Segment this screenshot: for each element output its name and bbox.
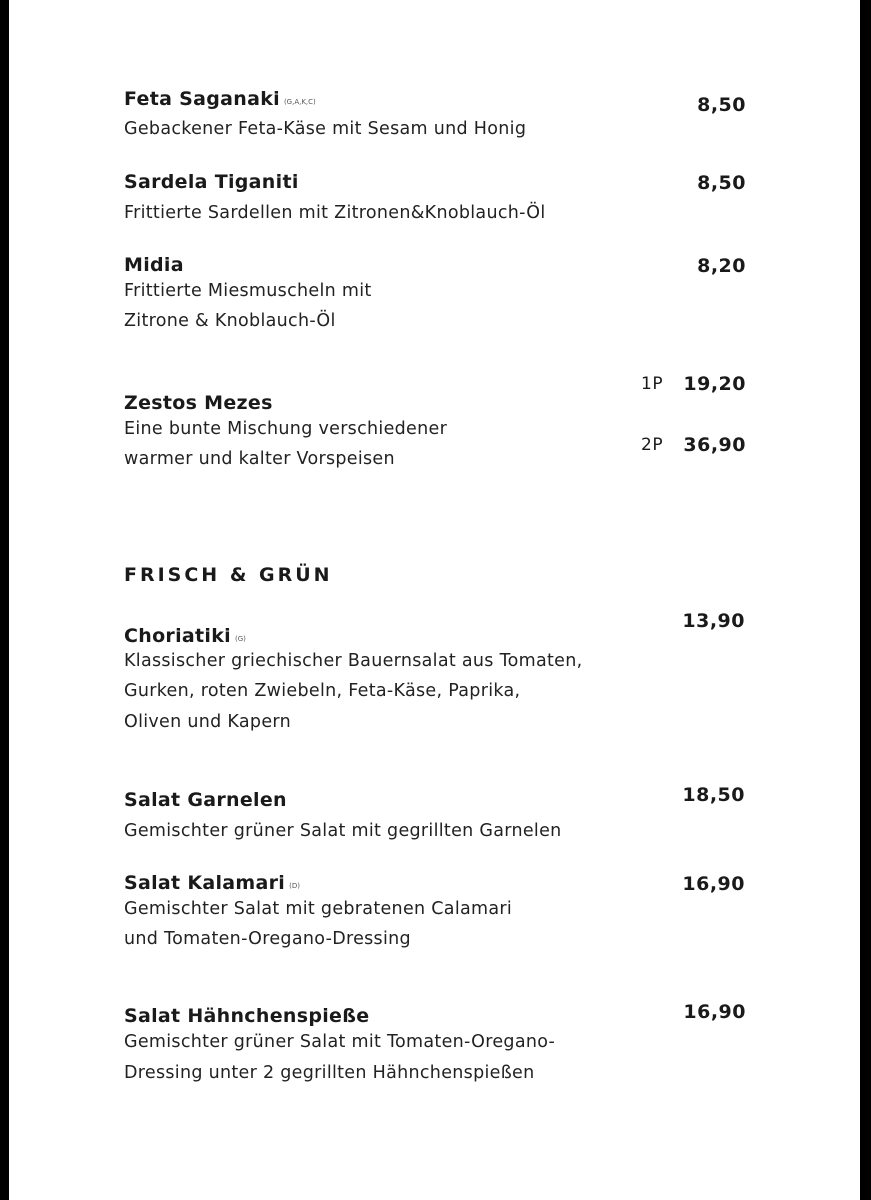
allergen-codes: (D)	[289, 882, 300, 890]
item-description: Gurken, roten Zwiebeln, Feta-Käse, Paprika,	[124, 681, 521, 701]
item-name	[124, 625, 246, 647]
item-name	[124, 872, 300, 894]
item-name: Salat Garnelen	[124, 789, 287, 811]
item-price: 8,20	[697, 255, 746, 277]
item-description: Oliven und Kapern	[124, 712, 291, 732]
portion-label: 1P	[641, 374, 664, 394]
item-description: Zitrone & Knoblauch-Öl	[124, 311, 336, 331]
item-description: Gemischter grüner Salat mit Tomaten-Oregano-	[124, 1032, 556, 1052]
item-name: Sardela Tiganiti	[124, 171, 299, 193]
item-price: 16,90	[682, 873, 745, 895]
item-price: 16,90	[683, 1001, 746, 1023]
item-price: 8,50	[697, 172, 746, 194]
item-title: Choriatiki	[124, 625, 231, 647]
item-description: Gemischter grüner Salat mit gegrillten Garnelen	[124, 821, 562, 841]
item-name	[124, 88, 316, 110]
item-name: Zestos Mezes	[124, 392, 273, 414]
item-price: 13,90	[682, 610, 745, 632]
menu-page	[9, 0, 860, 1200]
allergen-codes: (G)	[234, 635, 246, 643]
item-description: Frittierte Miesmuscheln mit	[124, 281, 372, 301]
item-description: Eine bunte Mischung verschiedener	[124, 419, 448, 439]
item-title: Feta Saganaki	[124, 88, 280, 110]
portion-label: 2P	[641, 435, 664, 455]
section-title: FRISCH & GRÜN	[124, 564, 333, 586]
item-description: Frittierte Sardellen mit Zitronen&Knoblauch-Öl	[124, 203, 546, 223]
allergen-codes: (G,A,K,C)	[283, 98, 316, 106]
item-description: Dressing unter 2 gegrillten Hähnchenspießen	[124, 1063, 535, 1083]
item-description: Gemischter Salat mit gebratenen Calamari	[124, 899, 513, 919]
item-description: Klassischer griechischer Bauernsalat aus Tomaten,	[124, 651, 583, 671]
item-price: 8,50	[697, 94, 746, 116]
item-price: 18,50	[682, 784, 745, 806]
item-name: Salat Hähnchenspieße	[124, 1005, 370, 1027]
item-title: Salat Kalamari	[124, 872, 286, 894]
item-description: und Tomaten-Oregano-Dressing	[124, 929, 411, 949]
item-description: warmer und kalter Vorspeisen	[124, 449, 395, 469]
item-price: 36,90	[683, 434, 746, 456]
item-description: Gebackener Feta-Käse mit Sesam und Honig	[124, 119, 527, 139]
item-name: Midia	[124, 254, 184, 276]
item-price: 19,20	[683, 373, 746, 395]
